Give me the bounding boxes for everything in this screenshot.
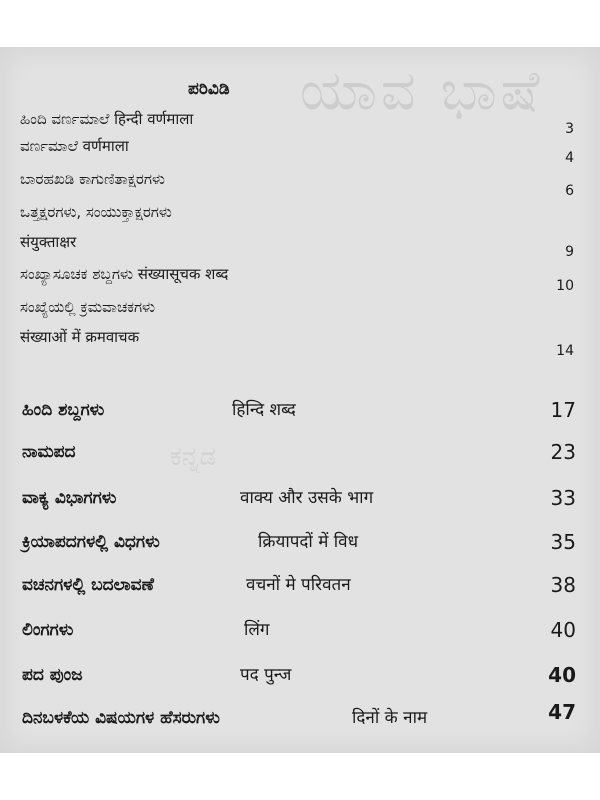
chapter-title-kannada: ವಚನಗಳಲ್ಲಿ ಬದಲಾವಣೆ	[22, 575, 154, 595]
entry-page: 14	[556, 343, 574, 359]
entry-title: ಹಿಂದಿ ವರ್ಣಮಾಲೆ हिन्दी वर्णमाला	[20, 110, 194, 128]
bleed-through-text-lower: ಕನ್ನಡ	[170, 442, 217, 472]
contents-page	[0, 47, 600, 753]
entry-page: 9	[565, 244, 574, 260]
entry-title: ಒತ್ತಕ್ಷರಗಳು, ಸಂಯುಕ್ತಾಕ್ಷರಗಳು	[20, 203, 172, 221]
bleed-through-text: ಯಾವ ಭಾಷೆ	[300, 59, 544, 122]
chapter-page: 47	[548, 700, 576, 724]
contents-heading: ಪರಿವಿಡಿ	[188, 79, 230, 99]
chapter-title-kannada: ಕ್ರಿಯಾಪದಗಳಲ್ಲಿ ವಿಧಗಳು	[22, 532, 160, 552]
entry-title: ಸಂಖ್ಯಾಸೂಚಕ ಶಬ್ದಗಳು संख्यासूचक शब्द	[20, 265, 229, 283]
entry-page: 3	[565, 121, 574, 137]
chapter-title-kannada: ದಿನಬಳಕೆಯ ವಿಷಯಗಳ ಹೆಸರುಗಳು	[22, 708, 220, 728]
chapter-title-hindi: पद पुन्ज	[240, 665, 292, 685]
chapter-title-hindi: क्रियापदों में विध	[258, 532, 359, 552]
chapter-title-kannada: ನಾಮಪದ	[22, 442, 76, 462]
chapter-page: 35	[550, 530, 576, 554]
chapter-page: 38	[550, 573, 576, 597]
chapter-title-kannada: ಲಿಂಗಗಳು	[22, 620, 74, 640]
chapter-title-kannada: ಪದ ಪುಂಜ	[22, 665, 83, 685]
entry-title: ಬಾರಹಖಡಿ ಕಾಗುಣಿತಾಕ್ಷರಗಳು	[20, 170, 165, 188]
entry-page: 6	[565, 183, 574, 199]
chapter-page: 40	[548, 663, 576, 687]
entry-page: 10	[556, 278, 574, 294]
entry-page: 4	[565, 150, 574, 166]
chapter-title-hindi: दिनों के नाम	[352, 708, 428, 728]
chapter-title-hindi: हिन्दि शब्द	[232, 400, 296, 420]
chapter-title-hindi: वाक्य और उसके भाग	[240, 488, 374, 508]
entry-title: ವರ್ಣಮಾಲೆ वर्णमाला	[20, 137, 129, 155]
entry-title: संयुक्ताक्षर	[20, 233, 77, 251]
chapter-title-kannada: ಹಿಂದಿ ಶಬ್ದಗಳು	[22, 400, 105, 420]
chapter-page: 23	[550, 440, 576, 464]
entry-title: संख्याओं में क्रमवाचक	[20, 328, 140, 346]
chapter-page: 17	[550, 398, 576, 422]
chapter-page: 40	[550, 618, 576, 642]
entry-title: ಸಂಖ್ಯೆಯಲ್ಲಿ ಕ್ರಮವಾಚಕಗಳು	[20, 298, 155, 316]
chapter-title-hindi: वचनों मे परिवतन	[246, 575, 351, 595]
chapter-page: 33	[550, 486, 576, 510]
chapter-title-hindi: लिंग	[244, 620, 270, 640]
chapter-title-kannada: ವಾಕ್ಯ ವಿಭಾಗಗಳು	[22, 488, 117, 508]
